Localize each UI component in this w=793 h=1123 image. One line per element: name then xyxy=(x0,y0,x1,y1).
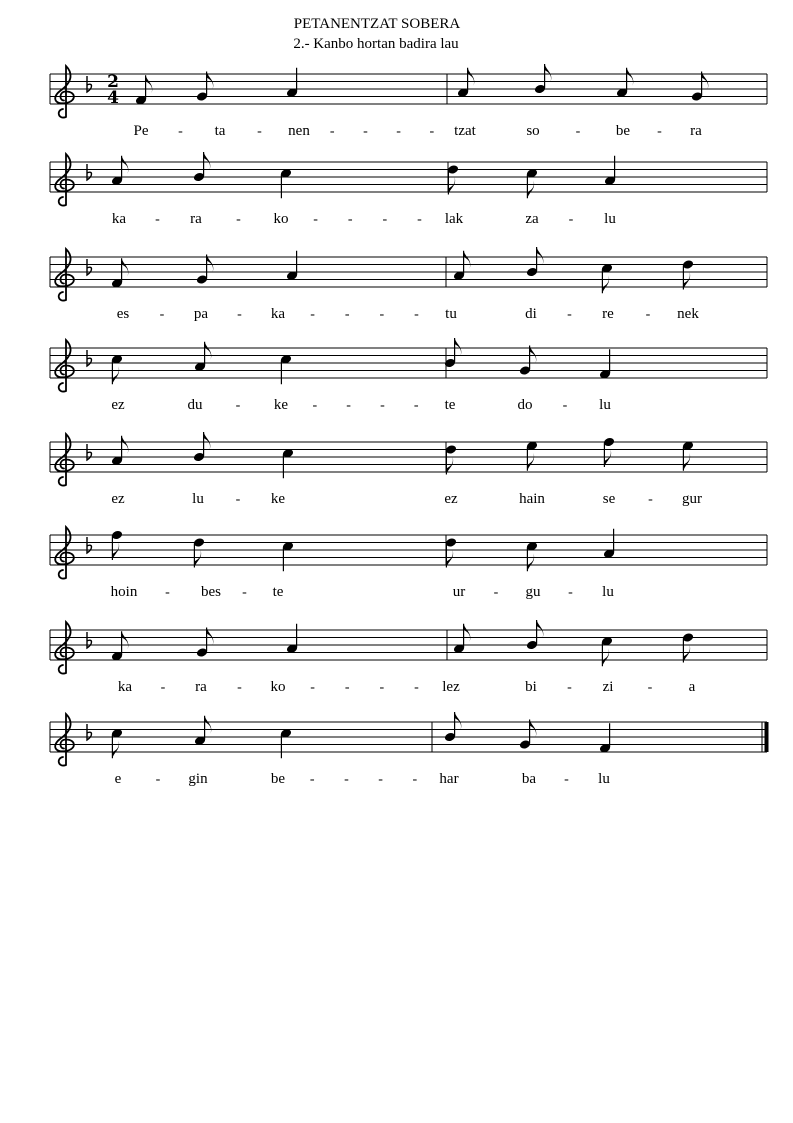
time-signature-numerator: 2 xyxy=(107,72,119,93)
final-barline-thick xyxy=(765,722,769,752)
eighth-flag xyxy=(464,251,471,269)
lyric-hyphen: - xyxy=(165,585,170,600)
lyric-syllable: Pe xyxy=(133,123,149,139)
eighth-flag xyxy=(204,152,211,170)
lyric-syllable: hoin xyxy=(110,584,138,600)
lyric-hyphen: - xyxy=(344,772,349,787)
lyric-hyphen: - xyxy=(567,307,572,322)
eighth-flag xyxy=(122,156,129,174)
lyric-hyphen: - xyxy=(567,680,572,695)
lyric-syllable: ra xyxy=(190,211,202,227)
eighth-flag xyxy=(146,75,153,93)
key-flat-icon xyxy=(87,350,92,366)
eighth-flag xyxy=(545,64,552,82)
eighth-flag xyxy=(537,247,544,265)
eighth-flag xyxy=(527,180,534,198)
lyric-hyphen: - xyxy=(160,680,166,695)
lyric-hyphen: - xyxy=(379,680,385,695)
lyric-hyphen: - xyxy=(235,398,241,413)
music-system xyxy=(50,527,767,600)
eighth-flag xyxy=(122,436,129,454)
lyric-hyphen: - xyxy=(346,398,351,413)
eighth-flag xyxy=(112,366,119,384)
eighth-flag xyxy=(455,712,462,730)
eighth-flag xyxy=(122,258,129,276)
lyric-syllable: se xyxy=(602,491,616,507)
lyric-hyphen: - xyxy=(310,307,315,322)
lyric-syllable: ez xyxy=(111,491,125,507)
lyric-hyphen: - xyxy=(414,307,419,322)
lyric-hyphen: - xyxy=(257,124,262,139)
lyric-syllable: so xyxy=(526,123,540,139)
lyric-hyphen: - xyxy=(178,124,183,139)
key-flat-icon xyxy=(87,444,92,460)
lyric-hyphen: - xyxy=(645,307,651,322)
piece-title: PETANENTZAT SOBERA xyxy=(293,16,461,32)
lyric-hyphen: - xyxy=(657,124,662,139)
eighth-flag xyxy=(602,275,609,293)
key-flat-icon xyxy=(87,164,92,180)
music-systems xyxy=(50,64,769,787)
lyric-syllable: hain xyxy=(519,491,545,507)
lyric-hyphen: - xyxy=(564,772,569,787)
lyric-syllable: ba xyxy=(521,771,537,787)
lyric-syllable: nek xyxy=(677,306,699,322)
lyric-hyphen: - xyxy=(344,307,350,322)
lyric-syllable: e xyxy=(114,771,122,787)
lyric-syllable: lu xyxy=(599,397,611,413)
lyric-hyphen: - xyxy=(413,398,419,413)
lyric-hyphen: - xyxy=(155,212,160,227)
music-system xyxy=(50,152,767,227)
eighth-flag xyxy=(464,624,471,642)
lyric-hyphen: - xyxy=(379,307,385,322)
lyric-hyphen: - xyxy=(363,124,368,139)
lyric-syllable: lu xyxy=(602,584,614,600)
lyric-hyphen: - xyxy=(378,772,383,787)
eighth-flag xyxy=(455,338,462,356)
lyric-hyphen: - xyxy=(309,772,315,787)
lyric-hyphen: - xyxy=(344,680,350,695)
eighth-flag xyxy=(468,68,475,86)
lyric-hyphen: - xyxy=(396,124,401,139)
eighth-flag xyxy=(527,453,534,471)
lyric-syllable: di xyxy=(525,306,537,322)
lyric-syllable: bi xyxy=(525,679,537,695)
lyric-syllable: lu xyxy=(598,771,610,787)
lyric-hyphen: - xyxy=(648,492,653,507)
lyric-hyphen: - xyxy=(312,398,318,413)
lyric-hyphen: - xyxy=(310,680,315,695)
lyric-syllable: ko xyxy=(273,211,289,227)
lyric-syllable: zi xyxy=(602,679,614,695)
lyric-hyphen: - xyxy=(575,124,581,139)
music-system xyxy=(50,64,767,139)
music-system xyxy=(50,620,767,695)
lyric-hyphen: - xyxy=(242,585,247,600)
lyric-syllable: ur xyxy=(452,584,466,600)
eighth-flag xyxy=(205,342,212,360)
music-system xyxy=(50,712,769,787)
music-system xyxy=(50,247,767,322)
lyric-hyphen: - xyxy=(493,585,499,600)
lyric-syllable: re xyxy=(602,306,614,322)
lyric-syllable: gu xyxy=(525,584,541,600)
lyric-syllable: gur xyxy=(682,491,702,507)
lyric-syllable: lu xyxy=(604,211,616,227)
lyric-syllable: ta xyxy=(214,123,226,139)
lyric-syllable: ke xyxy=(273,397,289,413)
eighth-flag xyxy=(602,648,609,666)
lyric-syllable: ka xyxy=(270,306,286,322)
eighth-flag xyxy=(627,68,634,86)
lyric-hyphen: - xyxy=(235,492,241,507)
eighth-flag xyxy=(527,553,534,571)
lyric-hyphen: - xyxy=(647,680,653,695)
key-flat-icon xyxy=(87,724,92,740)
eighth-flag xyxy=(537,620,544,638)
lyric-hyphen: - xyxy=(562,398,568,413)
lyric-syllable: ke xyxy=(270,491,286,507)
lyric-hyphen: - xyxy=(159,307,165,322)
lyric-syllable: tzat xyxy=(454,123,476,139)
lyric-syllable: za xyxy=(525,211,539,227)
lyric-syllable: bes xyxy=(201,584,221,600)
eighth-flag xyxy=(205,716,212,734)
lyric-hyphen: - xyxy=(429,124,435,139)
lyric-syllable: nen xyxy=(288,123,310,139)
music-system xyxy=(50,338,767,413)
lyric-hyphen: - xyxy=(412,772,418,787)
lyric-syllable: lez xyxy=(442,679,460,695)
lyric-syllable: du xyxy=(187,397,203,413)
key-flat-icon xyxy=(87,632,92,648)
lyric-hyphen: - xyxy=(417,212,422,227)
lyric-syllable: lak xyxy=(444,211,464,227)
lyric-syllable: lu xyxy=(192,491,204,507)
lyric-syllable: gin xyxy=(188,771,208,787)
lyric-syllable: tu xyxy=(445,306,457,322)
lyric-hyphen: - xyxy=(237,680,242,695)
lyric-hyphen: - xyxy=(236,212,241,227)
lyric-hyphen: - xyxy=(568,212,574,227)
lyric-syllable: be xyxy=(270,771,286,787)
eighth-flag xyxy=(112,740,119,758)
music-system xyxy=(50,432,767,507)
lyric-syllable: ko xyxy=(270,679,286,695)
lyric-syllable: ka xyxy=(117,679,133,695)
lyric-hyphen: - xyxy=(380,398,385,413)
lyric-hyphen: - xyxy=(155,772,161,787)
lyric-hyphen: - xyxy=(329,124,335,139)
lyric-syllable: do xyxy=(517,397,533,413)
lyric-syllable: har xyxy=(439,771,459,787)
lyric-hyphen: - xyxy=(237,307,242,322)
eighth-flag xyxy=(683,453,690,471)
lyric-hyphen: - xyxy=(382,212,388,227)
lyric-syllable: es xyxy=(116,306,130,322)
lyric-syllable: pa xyxy=(193,306,209,322)
key-flat-icon xyxy=(87,537,92,553)
lyric-hyphen: - xyxy=(414,680,419,695)
time-signature-denominator: 4 xyxy=(107,87,119,108)
key-flat-icon xyxy=(87,76,92,92)
eighth-flag xyxy=(122,631,129,649)
piece-subtitle: 2.- Kanbo hortan badira lau xyxy=(293,36,459,52)
lyric-syllable: ez xyxy=(444,491,458,507)
lyric-syllable: ez xyxy=(111,397,125,413)
lyric-syllable: be xyxy=(615,123,631,139)
lyric-syllable: te xyxy=(444,397,456,413)
lyric-syllable: ra xyxy=(690,123,702,139)
lyric-syllable: ra xyxy=(195,679,207,695)
key-flat-icon xyxy=(87,259,92,275)
lyric-syllable: ka xyxy=(111,211,127,227)
lyric-hyphen: - xyxy=(313,212,318,227)
lyric-syllable: te xyxy=(272,584,284,600)
lyric-syllable: a xyxy=(688,679,696,695)
lyric-hyphen: - xyxy=(568,585,573,600)
lyric-hyphen: - xyxy=(347,212,353,227)
eighth-flag xyxy=(204,432,211,450)
